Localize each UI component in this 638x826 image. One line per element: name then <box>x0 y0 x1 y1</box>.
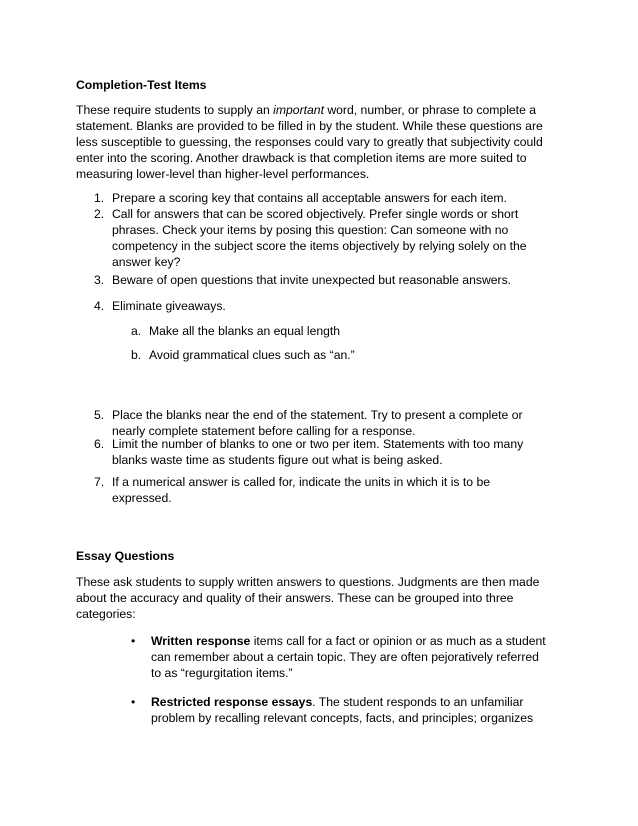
list-number: 6. <box>94 437 105 451</box>
sub-letter: a. <box>131 324 142 338</box>
bullet-text <box>151 633 551 681</box>
bullet-term: Written response <box>151 634 251 648</box>
bullet-description: . The student responds to an unfamiliar problem by recalling relevant concepts, facts, and principles; organizes <box>151 695 534 725</box>
list-text: Eliminate giveaways. <box>112 299 226 313</box>
bullet-icon: • <box>131 695 136 709</box>
section-title-completion: Completion-Test Items <box>76 78 207 92</box>
completion-intro-paragraph <box>76 102 566 182</box>
list-text: Call for answers that can be scored objectively. Prefer single words or short phrases. Check your items by posing this question: Can someone with no competency in the subject score the items objectively by relying solely on the answer key? <box>112 207 527 269</box>
bullet-icon: • <box>131 634 136 648</box>
list-text: If a numerical answer is called for, indicate the units in which it is to be expressed. <box>112 475 490 505</box>
list-text: Prepare a scoring key that contains all acceptable answers for each item. <box>112 191 507 205</box>
essay-intro-paragraph: These ask students to supply written answers to questions. Judgments are then made about the accuracy and quality of their answers. These can be grouped into three categories: <box>76 575 540 621</box>
list-number: 1. <box>94 191 105 205</box>
list-text: Beware of open questions that invite unexpected but reasonable answers. <box>112 273 512 287</box>
section-title-essay: Essay Questions <box>76 549 175 563</box>
list-text: Place the blanks near the end of the statement. Try to present a complete or nearly complete statement before calling for a response. <box>112 408 523 438</box>
list-number: 3. <box>94 273 105 287</box>
intro-text-rest: word, number, or phrase to complete a statement. Blanks are provided to be filled in by the student. While these questions are less susceptible to guessing, the responses could vary to greatly that subjectivity could enter into the scoring. Another drawback is that completion items are more suited to measuring lower-level than higher-level performances. <box>76 103 543 181</box>
list-text: Limit the number of blanks to one or two per item. Statements with too many blanks waste time as students figure out what is being asked. <box>112 437 524 467</box>
list-number: 2. <box>94 207 105 221</box>
sub-letter: b. <box>131 348 142 362</box>
intro-text-start: These require students to supply an <box>76 103 274 117</box>
intro-emphasis: important <box>273 103 324 117</box>
bullet-description: items call for a fact or opinion or as much as a student can remember about a certain topic. They are often pejoratively referred to as “regurgitation items.” <box>151 634 546 680</box>
list-number: 5. <box>94 408 105 422</box>
list-number: 7. <box>94 475 105 489</box>
list-number: 4. <box>94 299 105 313</box>
bullet-term: Restricted response essays <box>151 695 313 709</box>
bullet-text <box>151 694 551 726</box>
sub-text: Make all the blanks an equal length <box>149 324 341 338</box>
sub-text: Avoid grammatical clues such as “an.” <box>149 348 355 362</box>
